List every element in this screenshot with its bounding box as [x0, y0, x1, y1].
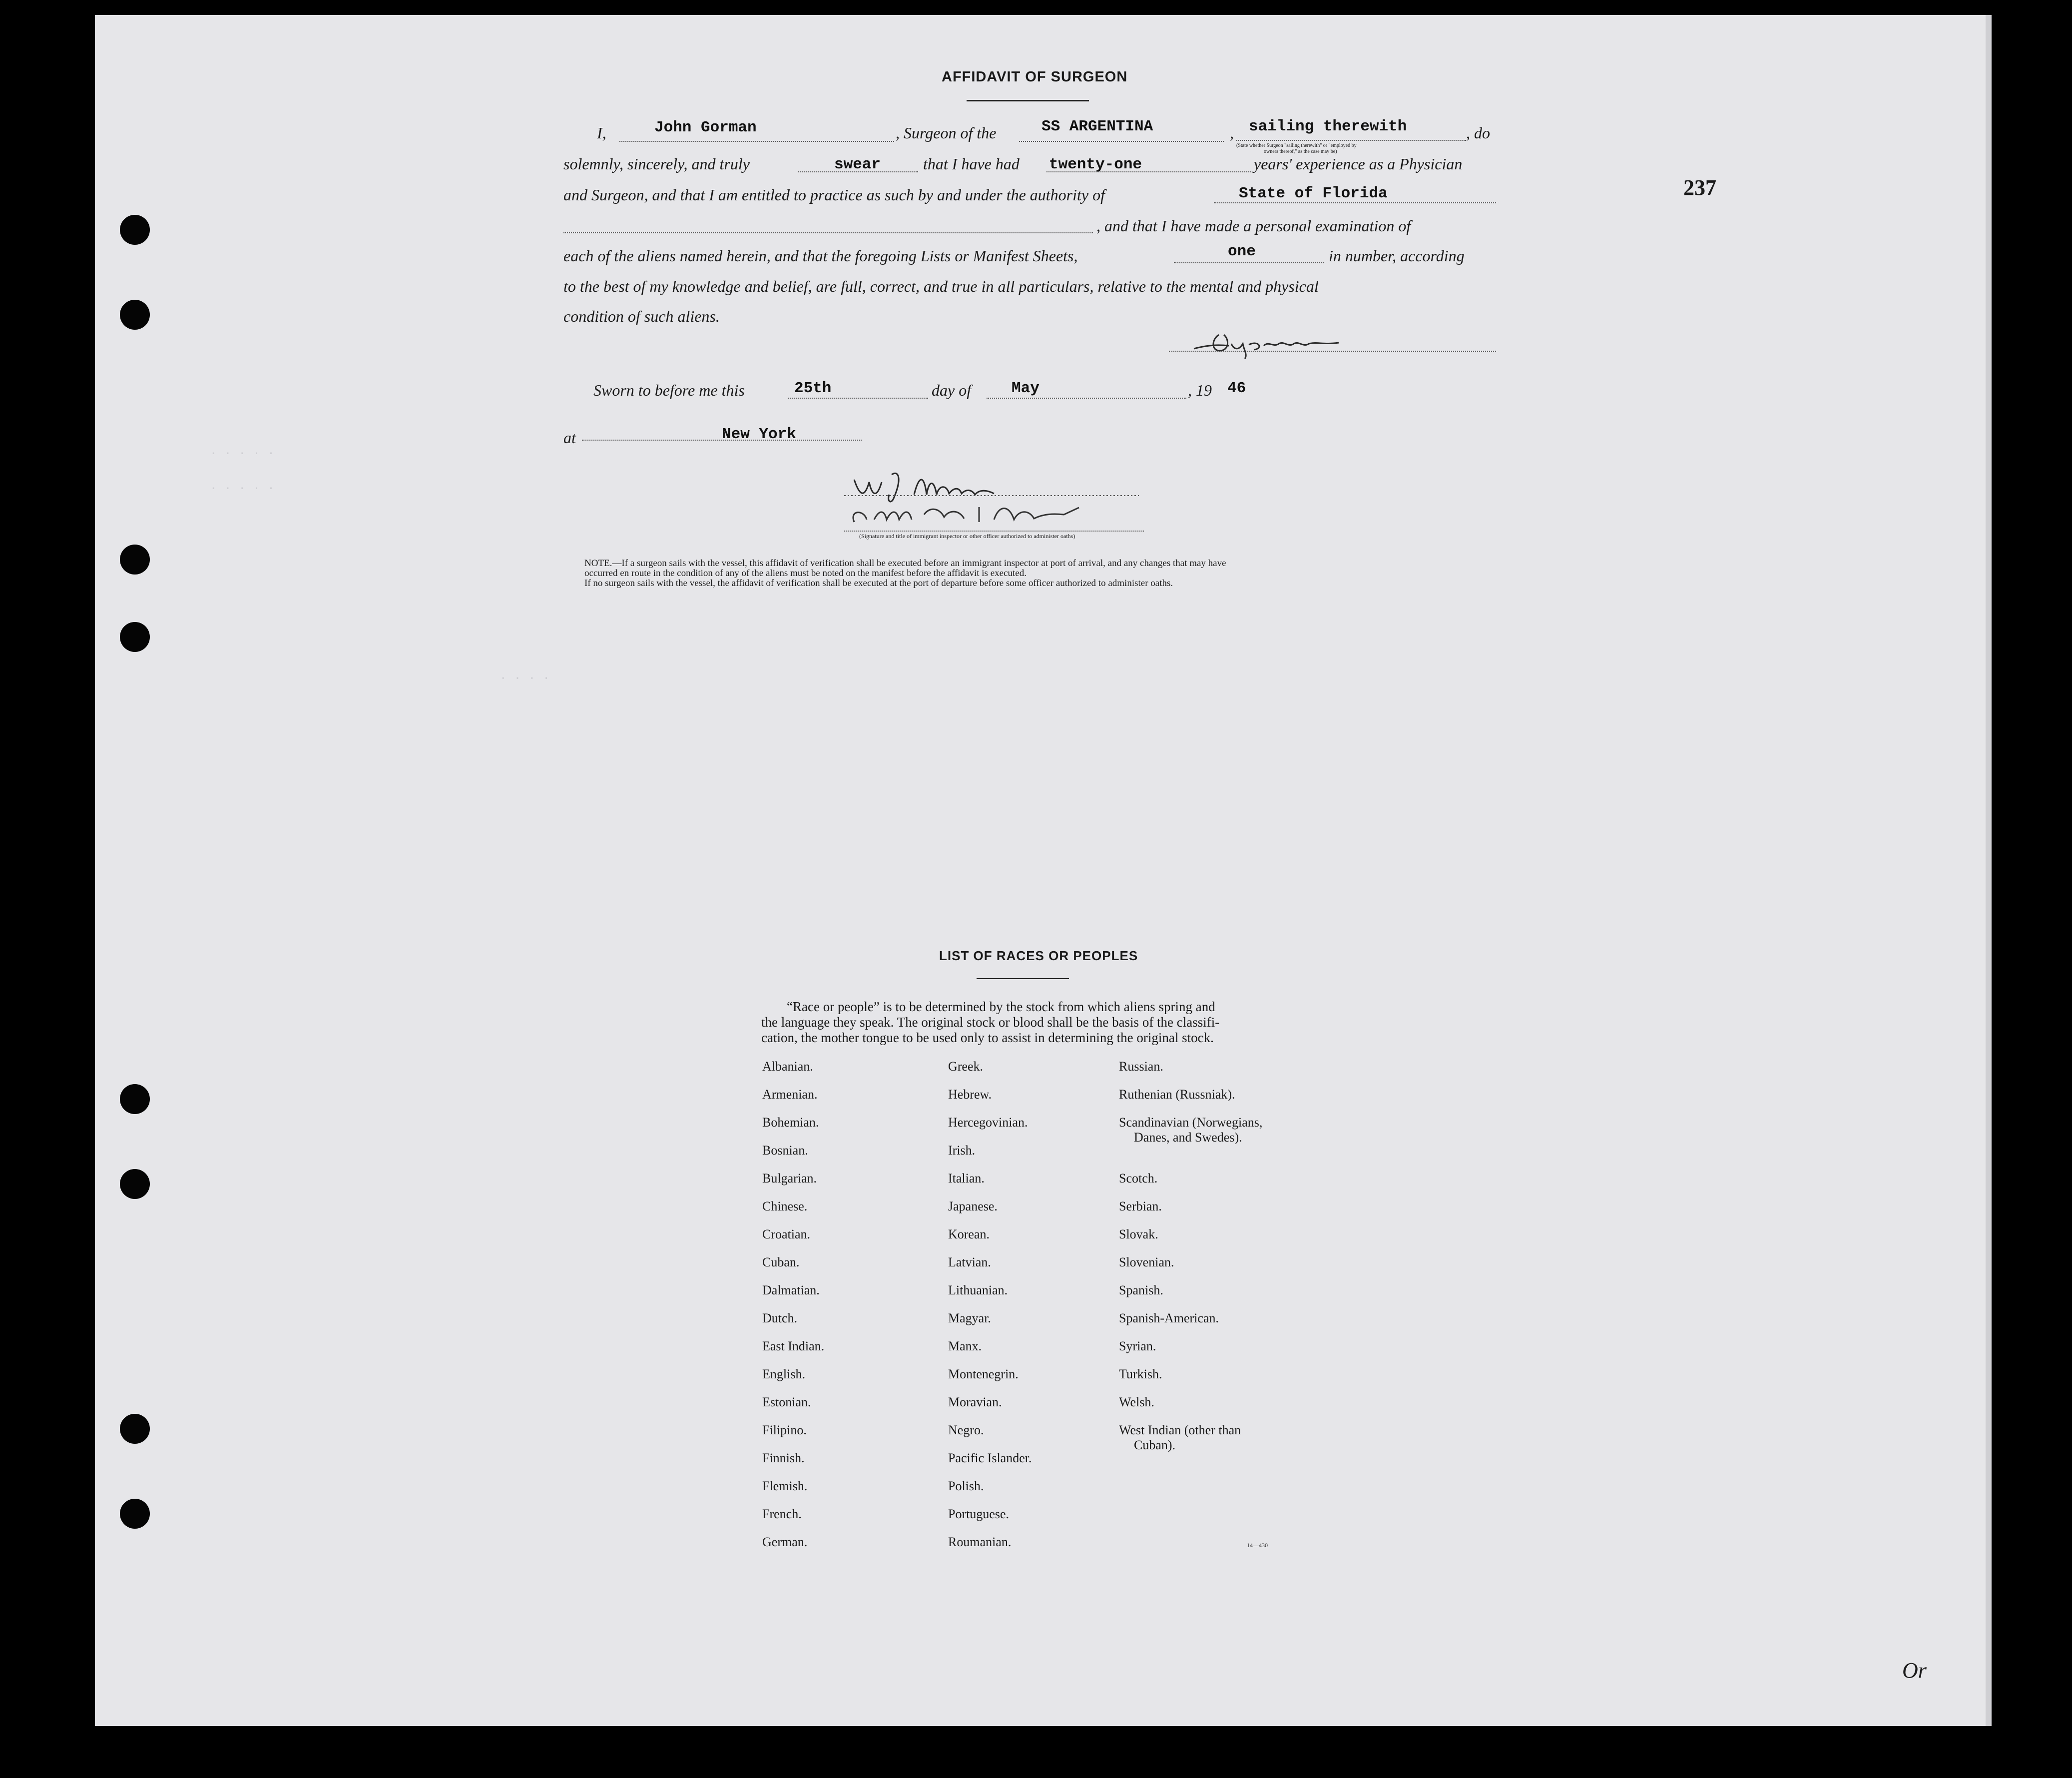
race-item: Manx. [948, 1339, 982, 1353]
officer-caption: (Signature and title of immigrant inspector or other officer authorized to administer oaths) [859, 533, 1075, 540]
sworn-month: May [1012, 380, 1039, 397]
corner-mark: Or [1902, 1658, 1927, 1683]
oath-value: swear [834, 156, 881, 173]
name-field-line [619, 141, 894, 142]
line1-prefix: I, [597, 124, 606, 142]
authority-field-line [1214, 202, 1496, 203]
race-item: Bulgarian. [762, 1171, 817, 1185]
note-line-1: NOTE.—If a surgeon sails with the vessel, this affidavit of verification shall be executed before an immigrant inspector at port of arrival, and any changes that may have [584, 558, 1226, 569]
race-item: Dalmatian. [762, 1283, 820, 1297]
line2-suffix: years' experience as a Physician [1254, 155, 1463, 173]
race-item: Lithuanian. [948, 1283, 1008, 1297]
race-item: Finnish. [762, 1451, 805, 1465]
races-intro-3: cation, the mother tongue to be used only to assist in determining the original stock. [761, 1030, 1214, 1045]
place-value: New York [722, 426, 796, 443]
line2-prefix: solemnly, sincerely, and truly [563, 155, 750, 173]
binder-hole [120, 215, 150, 245]
race-item: Negro. [948, 1423, 984, 1437]
vessel-field-line [1019, 141, 1224, 142]
binder-hole [120, 1414, 150, 1444]
bleed-through-text: . . . . [500, 669, 550, 683]
race-item: East Indian. [762, 1339, 825, 1353]
binder-hole [120, 1169, 150, 1199]
race-item: Irish. [948, 1143, 976, 1158]
affidavit-title: AFFIDAVIT OF SURGEON [942, 69, 1128, 85]
race-item: Latvian. [948, 1255, 991, 1269]
bleed-through-text: . . . . . [210, 445, 275, 458]
title-underline [967, 100, 1089, 101]
sworn-year-prefix: , 19 [1188, 381, 1212, 399]
races-title-underline [977, 978, 1069, 979]
race-item: Bosnian. [762, 1143, 808, 1158]
race-item: Danes, and Swedes). [1134, 1130, 1242, 1145]
race-item: Cuban. [762, 1255, 800, 1269]
race-item: Moravian. [948, 1395, 1002, 1409]
race-item: Serbian. [1119, 1199, 1162, 1213]
race-item: Turkish. [1119, 1367, 1162, 1381]
races-intro-2: the language they speak. The original stock or blood shall be the basis of the classifi- [761, 1015, 1220, 1030]
capacity-note-2: owners thereof," as the case may be) [1264, 149, 1337, 154]
line5-suffix: in number, according [1329, 247, 1465, 265]
line1-comma: , [1230, 124, 1234, 142]
line1-suffix: , do [1466, 124, 1490, 142]
race-item: Hebrew. [948, 1087, 992, 1102]
page-number: 237 [1683, 175, 1716, 200]
race-item: Flemish. [762, 1479, 808, 1493]
race-item: Chinese. [762, 1199, 808, 1213]
note-line-2: occurred en route in the condition of any of the aliens must be noted on the manifest before the affidavit is executed. [584, 568, 1027, 579]
line6: to the best of my knowledge and belief, are full, correct, and true in all particulars, relative to the mental and physical [563, 277, 1319, 295]
race-item: Slovak. [1119, 1227, 1158, 1241]
vessel-name: SS ARGENTINA [1041, 118, 1153, 135]
race-item: Montenegrin. [948, 1367, 1019, 1381]
surgeon-name: John Gorman [654, 119, 757, 136]
form-number: 14—430 [1247, 1542, 1268, 1549]
race-item: Japanese. [948, 1199, 998, 1213]
races-title: LIST OF RACES OR PEOPLES [939, 948, 1138, 963]
sworn-day: 25th [794, 380, 832, 397]
count-value: one [1228, 243, 1256, 260]
binder-hole [120, 545, 150, 575]
sworn-day-label: day of [932, 381, 972, 399]
race-item: Welsh. [1119, 1395, 1154, 1409]
day-field-line [788, 398, 928, 399]
race-item: Hercegovinian. [948, 1115, 1028, 1130]
race-item: French. [762, 1507, 802, 1521]
race-item: Albanian. [762, 1059, 813, 1074]
race-item: Slovenian. [1119, 1255, 1174, 1269]
race-item: Portuguese. [948, 1507, 1010, 1521]
capacity-field-line [1236, 140, 1466, 141]
races-intro-1: “Race or people” is to be determined by the stock from which aliens spring and [787, 999, 1215, 1014]
race-item: Italian. [948, 1171, 985, 1185]
race-item: Spanish-American. [1119, 1311, 1219, 1325]
race-item: West Indian (other than [1119, 1423, 1241, 1437]
surgeon-signature [1189, 320, 1349, 360]
line3-prefix: and Surgeon, and that I am entitled to practice as such by and under the authority of [563, 186, 1105, 204]
race-item: Roumanian. [948, 1535, 1012, 1549]
binder-hole [120, 1499, 150, 1529]
sworn-year: 46 [1227, 380, 1246, 397]
race-item: Syrian. [1119, 1339, 1156, 1353]
race-item: Estonian. [762, 1395, 811, 1409]
race-item: Pacific Islander. [948, 1451, 1032, 1465]
race-item: Russian. [1119, 1059, 1163, 1074]
count-field-line [1174, 262, 1324, 263]
line1-surgeon-of: , Surgeon of the [896, 124, 997, 142]
binder-hole [120, 1084, 150, 1114]
place-prefix: at [563, 429, 576, 447]
race-item: Magyar. [948, 1311, 991, 1325]
bleed-through-text: . . . . . [210, 480, 275, 493]
capacity-value: sailing therewith [1249, 118, 1407, 135]
note-line-3: If no surgeon sails with the vessel, the affidavit of verification shall be executed at the port of departure before some officer authorized to administer oaths. [584, 578, 1173, 589]
binder-hole [120, 622, 150, 652]
line7: condition of such aliens. [563, 307, 720, 325]
race-item: German. [762, 1535, 808, 1549]
binder-hole [120, 300, 150, 330]
sworn-prefix: Sworn to before me this [593, 381, 745, 399]
years-value: twenty-one [1049, 156, 1142, 173]
race-item: Armenian. [762, 1087, 818, 1102]
race-item: English. [762, 1367, 805, 1381]
month-field-line [987, 398, 1186, 399]
race-item: Greek. [948, 1059, 984, 1074]
race-item: Spanish. [1119, 1283, 1163, 1297]
race-item: Bohemian. [762, 1115, 819, 1130]
authority-value: State of Florida [1239, 185, 1388, 202]
race-item: Cuban). [1134, 1438, 1176, 1452]
document-page [95, 15, 1988, 1726]
line5-prefix: each of the aliens named herein, and that the foregoing Lists or Manifest Sheets, [563, 247, 1078, 265]
race-item: Scotch. [1119, 1171, 1158, 1185]
race-item: Korean. [948, 1227, 990, 1241]
race-item: Filipino. [762, 1423, 807, 1437]
race-item: Scandinavian (Norwegians, [1119, 1115, 1263, 1130]
officer-title-line [844, 531, 1144, 532]
capacity-note-1: (State whether Surgeon "sailing therewith" or "employed by [1236, 143, 1357, 148]
race-item: Polish. [948, 1479, 984, 1493]
officer-signature [844, 460, 1144, 525]
race-item: Ruthenian (Russniak). [1119, 1087, 1235, 1102]
line4: , and that I have made a personal examination of [1096, 217, 1411, 235]
race-item: Croatian. [762, 1227, 811, 1241]
authority-continuation-line [563, 232, 1093, 233]
race-item: Dutch. [762, 1311, 798, 1325]
line2-mid: that I have had [923, 155, 1020, 173]
page-edge [1986, 15, 1992, 1726]
